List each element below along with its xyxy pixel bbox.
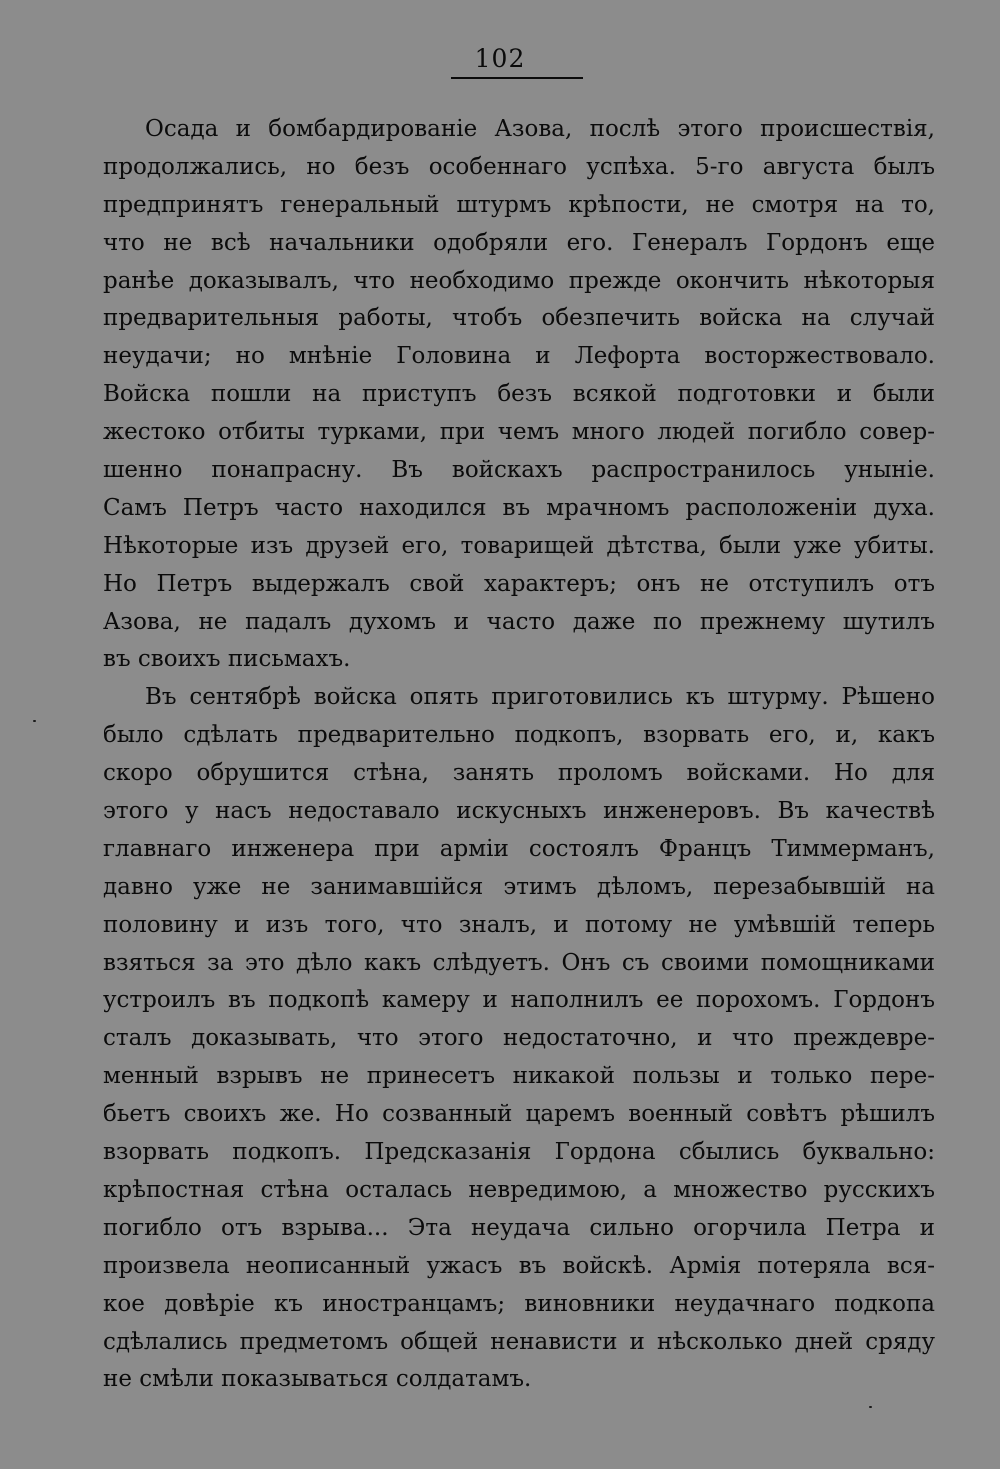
text-line: крѣпостная стѣна осталась невредимою, а множество русскихъ [103, 1176, 935, 1203]
text-line: взяться за это дѣло какъ слѣдуетъ. Онъ съ своими помощниками [103, 949, 935, 976]
text-line: ранѣе доказывалъ, что необходимо прежде окончить нѣкоторыя [103, 267, 935, 294]
scan-speck [33, 720, 36, 722]
text-line: было сдѣлать предварительно подкопъ, взорвать его, и, какъ [103, 722, 935, 749]
text-line: кое довѣріе къ иностранцамъ; виновники неудачнаго подкопа [103, 1290, 935, 1317]
text-line: Азова, не падалъ духомъ и часто даже по прежнему шутилъ [103, 608, 935, 635]
text-line: Въ сентябрѣ войска опять приготовились къ штурму. Рѣшено [145, 684, 935, 711]
text-line: скоро обрушится стѣна, занять проломъ войсками. Но для [103, 760, 935, 787]
text-line: взорвать подкопъ. Предсказанія Гордона сбылись буквально: [103, 1139, 935, 1166]
text-line: бьетъ своихъ же. Но созванный царемъ военный совѣтъ рѣшилъ [103, 1101, 935, 1128]
text-line: половину и изъ того, что зналъ, и потому не умѣвшій теперь [103, 911, 935, 938]
text-line: сдѣлались предметомъ общей ненависти и нѣсколько дней сряду [103, 1328, 935, 1355]
text-line: жестоко отбиты турками, при чемъ много людей погибло совер- [103, 419, 935, 446]
body-text [103, 111, 935, 1399]
text-line: продолжались, но безъ особеннаго успѣха. 5-го августа былъ [103, 153, 935, 180]
page-number: 102 [474, 44, 526, 73]
text-line: не смѣли показываться солдатамъ. [103, 1366, 532, 1393]
text-line: неудачи; но мнѣніе Головина и Лефорта восторжествовало. [103, 343, 935, 370]
text-line: шенно понапрасну. Въ войскахъ распространилось уныніе. [103, 457, 935, 484]
text-line: погибло отъ взрыва... Эта неудача сильно огорчила Петра и [103, 1214, 935, 1241]
text-line: предпринятъ генеральный штурмъ крѣпости, не смотря на то, [103, 191, 935, 218]
header-rule [451, 77, 583, 79]
text-line: устроилъ въ подкопѣ камеру и наполнилъ ее порохомъ. Гордонъ [103, 987, 935, 1014]
text-line: этого у насъ недоставало искусныхъ инженеровъ. Въ качествѣ [103, 798, 935, 825]
text-line: менный взрывъ не принесетъ никакой пользы и только пере- [103, 1063, 935, 1090]
text-line: сталъ доказывать, что этого недостаточно, и что преждевре- [103, 1025, 935, 1052]
scan-speck [869, 1406, 872, 1408]
text-line: Но Петръ выдержалъ свой характеръ; онъ не отступилъ отъ [103, 570, 935, 597]
text-line: въ своихъ письмахъ. [103, 646, 351, 673]
text-line: что не всѣ начальники одобряли его. Генералъ Гордонъ еще [103, 229, 935, 256]
text-line: Самъ Петръ часто находился въ мрачномъ расположеніи духа. [103, 494, 935, 521]
text-line: Войска пошли на приступъ безъ всякой подготовки и были [103, 381, 935, 408]
paragraph-2 [103, 679, 935, 1399]
paragraph-1 [103, 111, 935, 679]
text-line: главнаго инженера при арміи состоялъ Францъ Тиммерманъ, [103, 835, 935, 862]
text-line: произвела неописанный ужасъ въ войскѣ. Армія потеряла вся- [103, 1252, 935, 1279]
text-line: Осада и бомбардированіе Азова, послѣ этого происшествія, [145, 116, 935, 142]
text-line: предварительныя работы, чтобъ обезпечить войска на случай [103, 305, 935, 332]
text-line: давно уже не занимавшійся этимъ дѣломъ, перезабывшій на [103, 873, 935, 900]
text-line: Нѣкоторые изъ друзей его, товарищей дѣтства, были уже убиты. [103, 532, 935, 559]
